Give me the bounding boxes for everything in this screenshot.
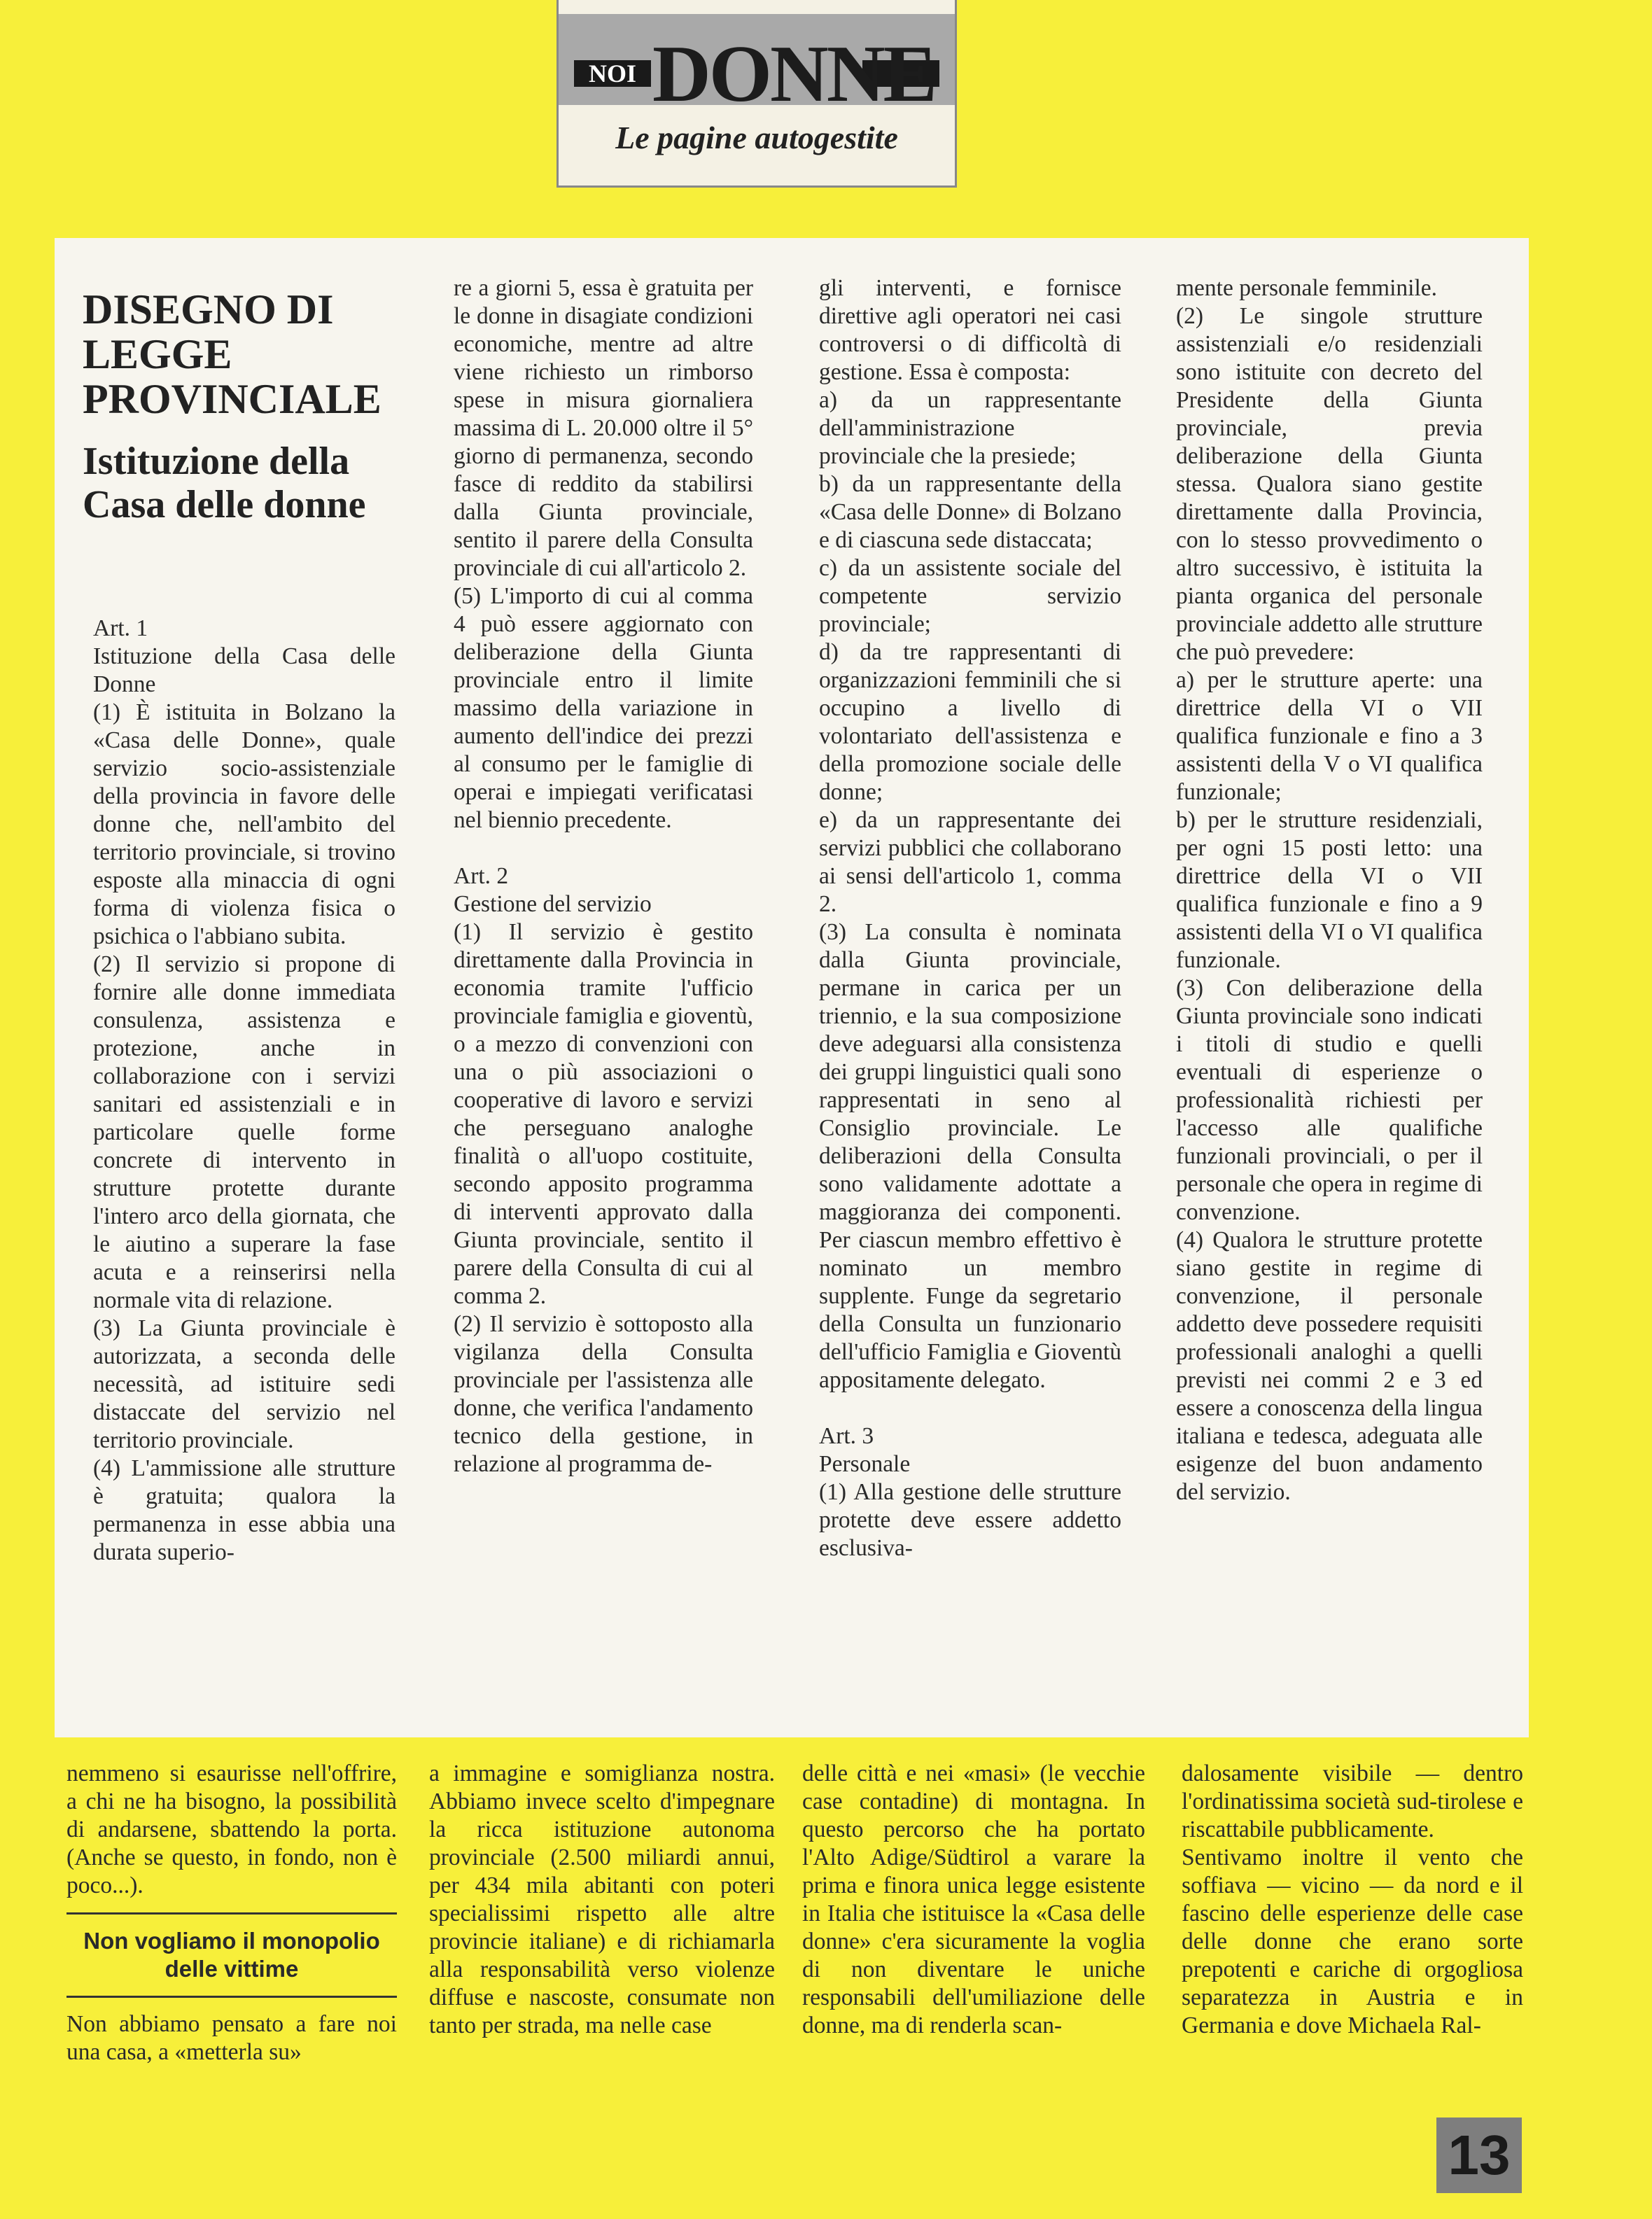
section-subhead: Non vogliamo il monopolio delle vittime	[83, 1928, 380, 1982]
paragraph: re a giorni 5, essa è gratuita per le donne in disagiate condizioni economiche, mentre ad altre viene richiesto un rimborso spese in misura giornaliera massima di L. 20.000 oltre il 5° giorno di permanenza, secondo fasce di reddito da stabilirsi dalla Giunta provinciale, sentito il parere della Consulta provinciale di cui all'articolo 2.	[454, 275, 753, 581]
paragraph: d) da tre rappresentanti di organizzazioni femminili che si occupino a livello di volontariato dell'assistenza e della promozione sociale delle donne;	[819, 639, 1121, 805]
paragraph: a) da un rappresentante dell'amministrazione provinciale che la presiede;	[819, 387, 1121, 469]
article-subtitle: Istituzione della Casa delle donne	[83, 440, 366, 526]
paragraph: e) da un rappresentante dei servizi pubblici che collaborano ai sensi dell'articolo 1, comma 2.	[819, 807, 1121, 917]
masthead-subtitle: Le pagine autogestite	[615, 120, 898, 155]
continuation-column-4	[1182, 1760, 1523, 2040]
paragraph: (3) La consulta è nominata dalla Giunta provinciale, permane in carica per un triennio, e la sua composizione deve adeguarsi alla consistenza dei gruppi linguistici quali sono rappresentati in seno al Consiglio provinciale. Le deliberazioni della Consulta sono validamente adottate a maggioranza dei componenti. Per ciascun membro effettivo è nominato un membro supplente. Funge da segretario della Consulta un funzionario dell'ufficio Famiglia e Gioventù appositamente delegato.	[819, 919, 1121, 1393]
article-column-3	[819, 274, 1121, 1562]
paragraph: b) da un rappresentante della «Casa delle Donne» di Bolzano e di ciascuna sede distaccata;	[819, 471, 1121, 553]
paragraph: c) da un assistente sociale del competente servizio provinciale;	[819, 555, 1121, 637]
paragraph: delle città e nei «masi» (le vecchie case contadine) di montagna. In questo percorso che ha portato l'Alto Adige/Südtirol a varare la prima e finora unica legge esistente in Italia che istituisce la «Casa delle donne» c'era sicuramente la voglia di non diventare le uniche responsabili dell'umiliazione delle donne, ma di renderla scan-	[802, 1760, 1145, 2038]
article-title: DISEGNO DI LEGGE PROVINCIALE	[83, 286, 382, 422]
continuation-column-2	[429, 1760, 775, 2040]
paragraph: nemmeno si esaurisse nell'offrire, a chi ne ha bisogno, la possibilità di andarsene, sbattendo la porta. (Anche se questo, in fondo, non è poco...).	[66, 1760, 397, 1898]
divider-bottom	[66, 1996, 397, 1998]
continuation-column-1	[66, 1760, 397, 2066]
masthead-donne: DONNE	[652, 29, 935, 119]
paragraph: (4) Qualora le strutture protette siano gestite in regime di convenzione, il personale addetto deve possedere requisiti professionali analoghi a quelli previsti nei commi 2 e 3 ed essere a conoscenza della lingua italiana e tedesca, adeguata alle esigenze del buon andamento del servizio.	[1176, 1227, 1483, 1505]
article-column-1	[93, 615, 396, 1567]
paragraph: b) per le strutture residenziali, per ogni 15 posti letto: una direttrice della VI o VII qualifica funzionale e fino a 9 assistenti della VI o VI qualifica funzionale.	[1176, 807, 1483, 973]
paragraph: gli interventi, e fornisce direttive agli operatori nei casi controversi o di difficoltà di gestione. Essa è composta:	[819, 275, 1121, 385]
divider-top	[66, 1912, 397, 1914]
paragraph: (1) È istituita in Bolzano la «Casa delle Donne», quale servizio socio-assistenziale della provincia in favore delle donne che, nell'ambito del territorio provinciale, si trovino esposte alla minaccia di ogni forma di violenza fisica o psichica o l'abbiano subita.	[93, 699, 396, 949]
paragraph: (1) Il servizio è gestito direttamente dalla Provincia in economia tramite l'ufficio provinciale famiglia e gioventù, o a mezzo di convenzioni con una o più associazioni o cooperative di lavoro e servizi che perseguano analoghe finalità o all'uopo costituite, secondo apposito programma di interventi approvato dalla Giunta provinciale, sentito il parere della Consulta di cui al comma 2.	[454, 919, 753, 1309]
art2-title: Gestione del servizio	[454, 891, 652, 917]
paragraph: (2) Le singole strutture assistenziali e/o residenziali sono istituite con decreto del Presidente della Giunta provinciale, previa deliberazione della Giunta stessa. Qualora siano gestite direttamente dalla Provincia, con lo stesso provvedimento o altro successivo, è istituita la pianta organica del personale provinciale addetto alle strutture che può prevedere:	[1176, 303, 1483, 665]
continuation-column-3	[802, 1760, 1145, 2040]
article-title-block	[83, 287, 398, 526]
paragraph: Non abbiamo pensato a fare noi una casa, a «metterla su»	[66, 2011, 397, 2065]
masthead-band	[559, 14, 955, 119]
article-column-2	[454, 274, 753, 1478]
art1-heading: Art. 1	[93, 615, 148, 641]
paragraph: (4) L'ammissione alle strutture è gratuita; qualora la permanenza in esse abbia una durata superio-	[93, 1455, 396, 1565]
paragraph: (2) Il servizio è sottoposto alla vigilanza della Consulta provinciale per l'assistenza alle donne, che verifica l'andamento tecnico della gestione, in relazione al programma de-	[454, 1311, 753, 1477]
paragraph: (5) L'importo di cui al comma 4 può essere aggiornato con deliberazione della Giunta provinciale entro il limite massimo della variazione in aumento dell'indice dei prezzi al consumo per le famiglie di operai e impiegati verificatasi nel biennio precedente.	[454, 583, 753, 833]
page-number: 13	[1436, 2118, 1522, 2193]
masthead-noi: NOI	[574, 60, 651, 87]
art3-heading: Art. 3	[819, 1423, 874, 1449]
paragraph: mente personale femminile.	[1176, 275, 1438, 301]
paragraph: dalosamente visibile — dentro l'ordinatissima società sud-tirolese e riscattabile pubblicamente.	[1182, 1760, 1523, 1842]
paragraph: a immagine e somiglianza nostra. Abbiamo invece scelto d'impegnare la ricca istituzione autonoma provinciale (2.500 miliardi annui, per 434 mila abitanti con poteri specialissimi rispetto alle altre provincie italiane) e di richiamarla alla responsabilità verso violenze diffuse e nascoste, consumate non tanto per strada, ma nelle case	[429, 1760, 775, 2038]
art2-heading: Art. 2	[454, 863, 509, 889]
paragraph: (1) Alla gestione delle strutture protette deve essere addetto esclusiva-	[819, 1479, 1121, 1561]
paragraph: (3) Con deliberazione della Giunta provinciale sono indicati i titoli di studio e quelli eventuali di esperienze o professionalità richiesti per l'accesso alle qualifiche funzionali provinciali, o per il personale che opera in regime di convenzione.	[1176, 975, 1483, 1225]
paragraph: a) per le strutture aperte: una direttrice della VI o VII qualifica funzionale e fino a 3 assistenti della V o VI qualifica funzionale;	[1176, 667, 1483, 805]
paragraph: (3) La Giunta provinciale è autorizzata, a seconda delle necessità, ad istituire sedi distaccate del servizio nel territorio provinciale.	[93, 1315, 396, 1453]
art3-title: Personale	[819, 1451, 911, 1477]
art1-title: Istituzione della Casa delle Donne	[93, 643, 396, 697]
paragraph: Sentivamo inoltre il vento che soffiava — vicino — da nord e il fascino delle esperienze delle case delle donne che erano sorte prepotenti e cariche di orgogliosa separatezza in Austria e in Germania e dove Michaela Ral-	[1182, 1844, 1523, 2038]
masthead	[556, 0, 957, 188]
paragraph: (2) Il servizio si propone di fornire alle donne immediata consulenza, assistenza e protezione, anche in collaborazione con i servizi sanitari ed assistenziali e in particolare quelle forme concrete di intervento in strutture protette durante l'intero arco della giornata, che le aiutino a superare la fase acuta e a reinserirsi nella normale vita di relazione.	[93, 951, 396, 1313]
article-column-4	[1176, 274, 1483, 1506]
